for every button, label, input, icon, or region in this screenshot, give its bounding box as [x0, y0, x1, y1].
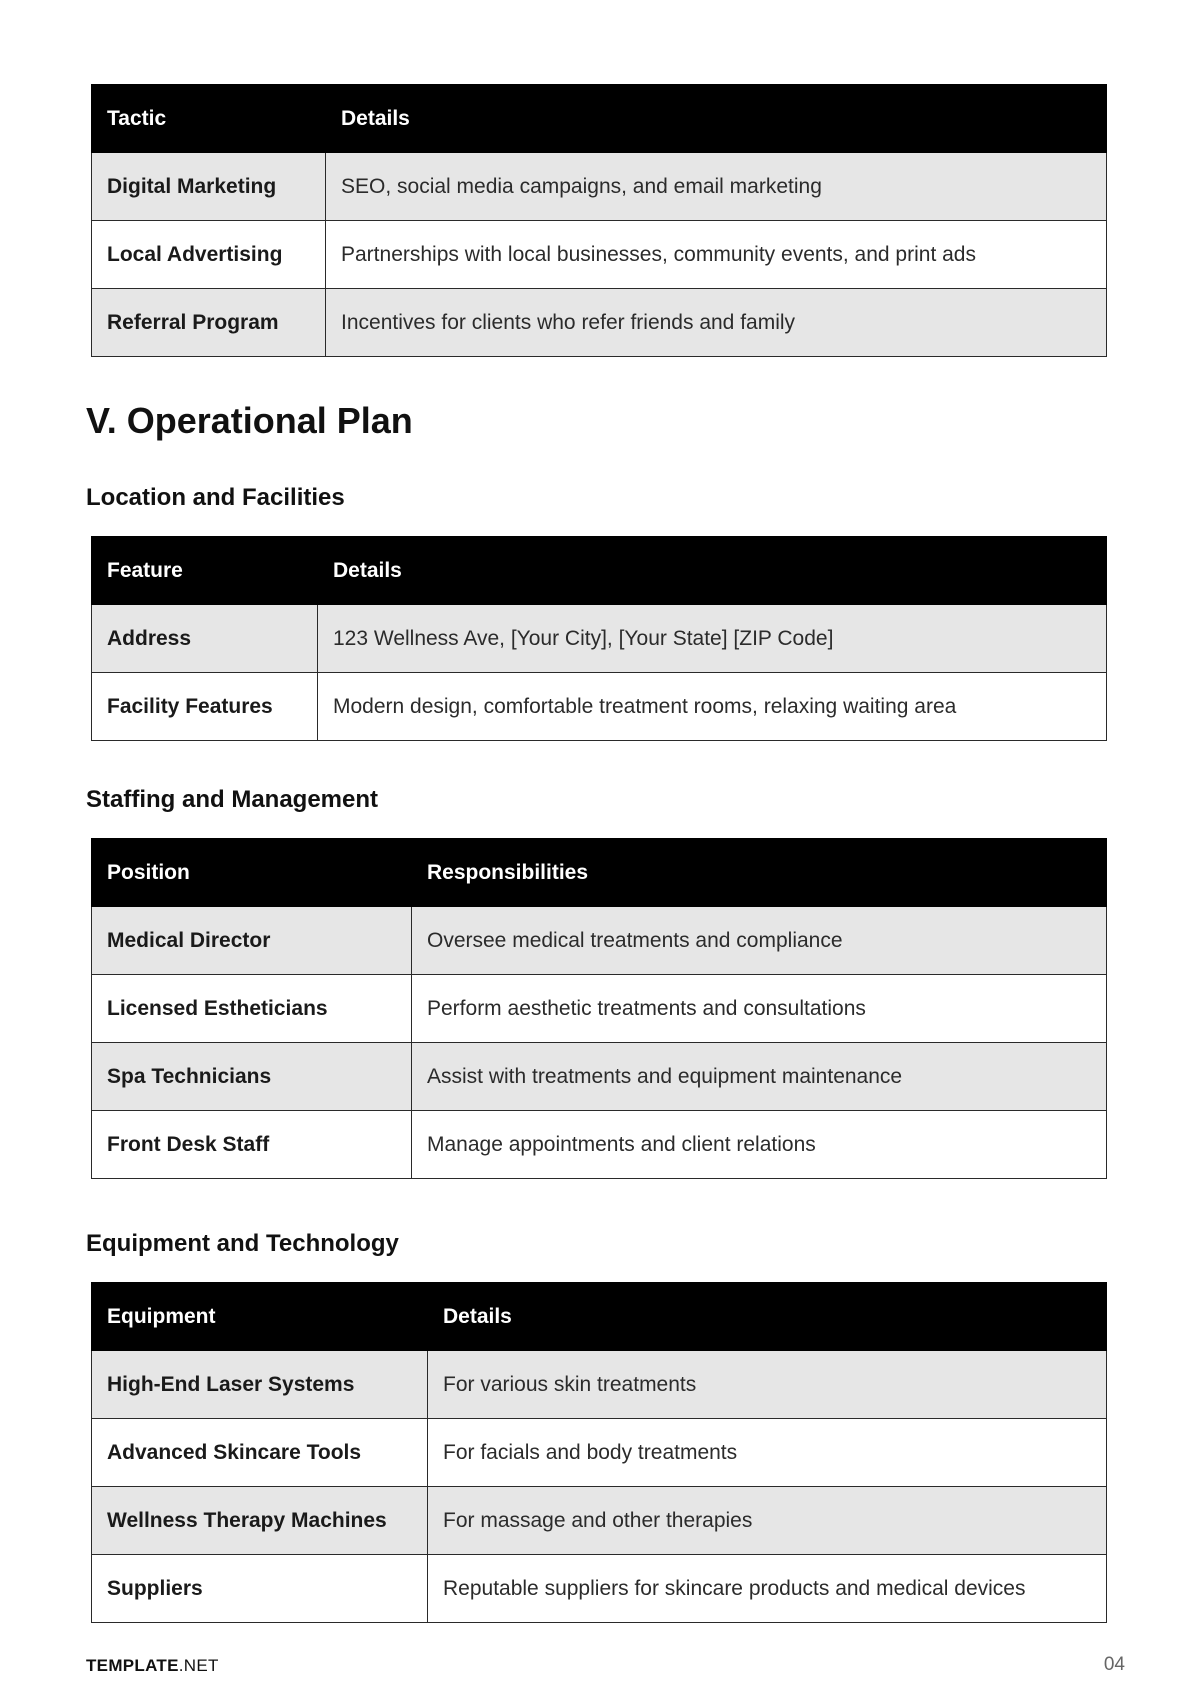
location-table	[91, 536, 1107, 741]
table-row	[92, 1555, 1107, 1623]
row-label: Facility Features	[92, 673, 318, 741]
row-value: Perform aesthetic treatments and consultations	[412, 975, 1107, 1043]
equipment-table	[91, 1282, 1107, 1623]
section-title: V. Operational Plan	[86, 400, 413, 441]
row-value: 123 Wellness Ave, [Your City], [Your State] [ZIP Code]	[318, 605, 1107, 673]
table-row	[92, 673, 1107, 741]
row-value: Assist with treatments and equipment maintenance	[412, 1043, 1107, 1111]
row-label: Licensed Estheticians	[92, 975, 412, 1043]
row-label: Address	[92, 605, 318, 673]
table-header-row	[92, 537, 1107, 605]
staffing-heading: Staffing and Management	[86, 786, 379, 813]
column-header: Position	[92, 839, 412, 907]
table-header-row	[92, 85, 1107, 153]
column-header: Equipment	[92, 1283, 428, 1351]
row-value: Incentives for clients who refer friends and family	[326, 289, 1107, 357]
table-row	[92, 1487, 1107, 1555]
page-number: 04	[1103, 1654, 1125, 1675]
row-label: Digital Marketing	[92, 153, 326, 221]
table-row	[92, 605, 1107, 673]
row-label: Local Advertising	[92, 221, 326, 289]
row-label: Wellness Therapy Machines	[92, 1487, 428, 1555]
column-header: Tactic	[92, 85, 326, 153]
table-row	[92, 289, 1107, 357]
brand-suffix: .NET	[178, 1656, 219, 1675]
location-heading: Location and Facilities	[86, 484, 345, 511]
row-value: Oversee medical treatments and compliance	[412, 907, 1107, 975]
row-value: Manage appointments and client relations	[412, 1111, 1107, 1179]
table-row	[92, 975, 1107, 1043]
column-header: Details	[318, 537, 1107, 605]
column-header: Details	[326, 85, 1107, 153]
row-value: Reputable suppliers for skincare products and medical devices	[428, 1555, 1107, 1623]
row-value: Modern design, comfortable treatment rooms, relaxing waiting area	[318, 673, 1107, 741]
row-label: Suppliers	[92, 1555, 428, 1623]
table-row	[92, 1111, 1107, 1179]
table-header-row	[92, 1283, 1107, 1351]
table-row	[92, 153, 1107, 221]
row-label: Advanced Skincare Tools	[92, 1419, 428, 1487]
column-header: Responsibilities	[412, 839, 1107, 907]
column-header: Details	[428, 1283, 1107, 1351]
brand-logo	[86, 1656, 219, 1676]
table-header-row	[92, 839, 1107, 907]
equipment-heading: Equipment and Technology	[86, 1230, 399, 1257]
column-header: Feature	[92, 537, 318, 605]
table-row	[92, 1043, 1107, 1111]
table-row	[92, 221, 1107, 289]
row-value: For massage and other therapies	[428, 1487, 1107, 1555]
tactics-table	[91, 84, 1107, 357]
row-label: Referral Program	[92, 289, 326, 357]
row-label: High-End Laser Systems	[92, 1351, 428, 1419]
staffing-table	[91, 838, 1107, 1179]
table-row	[92, 1351, 1107, 1419]
row-value: For facials and body treatments	[428, 1419, 1107, 1487]
table-row	[92, 1419, 1107, 1487]
brand-name: TEMPLATE	[86, 1656, 179, 1675]
row-value: Partnerships with local businesses, community events, and print ads	[326, 221, 1107, 289]
row-label: Front Desk Staff	[92, 1111, 412, 1179]
row-label: Spa Technicians	[92, 1043, 412, 1111]
row-value: SEO, social media campaigns, and email marketing	[326, 153, 1107, 221]
row-label: Medical Director	[92, 907, 412, 975]
table-row	[92, 907, 1107, 975]
row-value: For various skin treatments	[428, 1351, 1107, 1419]
